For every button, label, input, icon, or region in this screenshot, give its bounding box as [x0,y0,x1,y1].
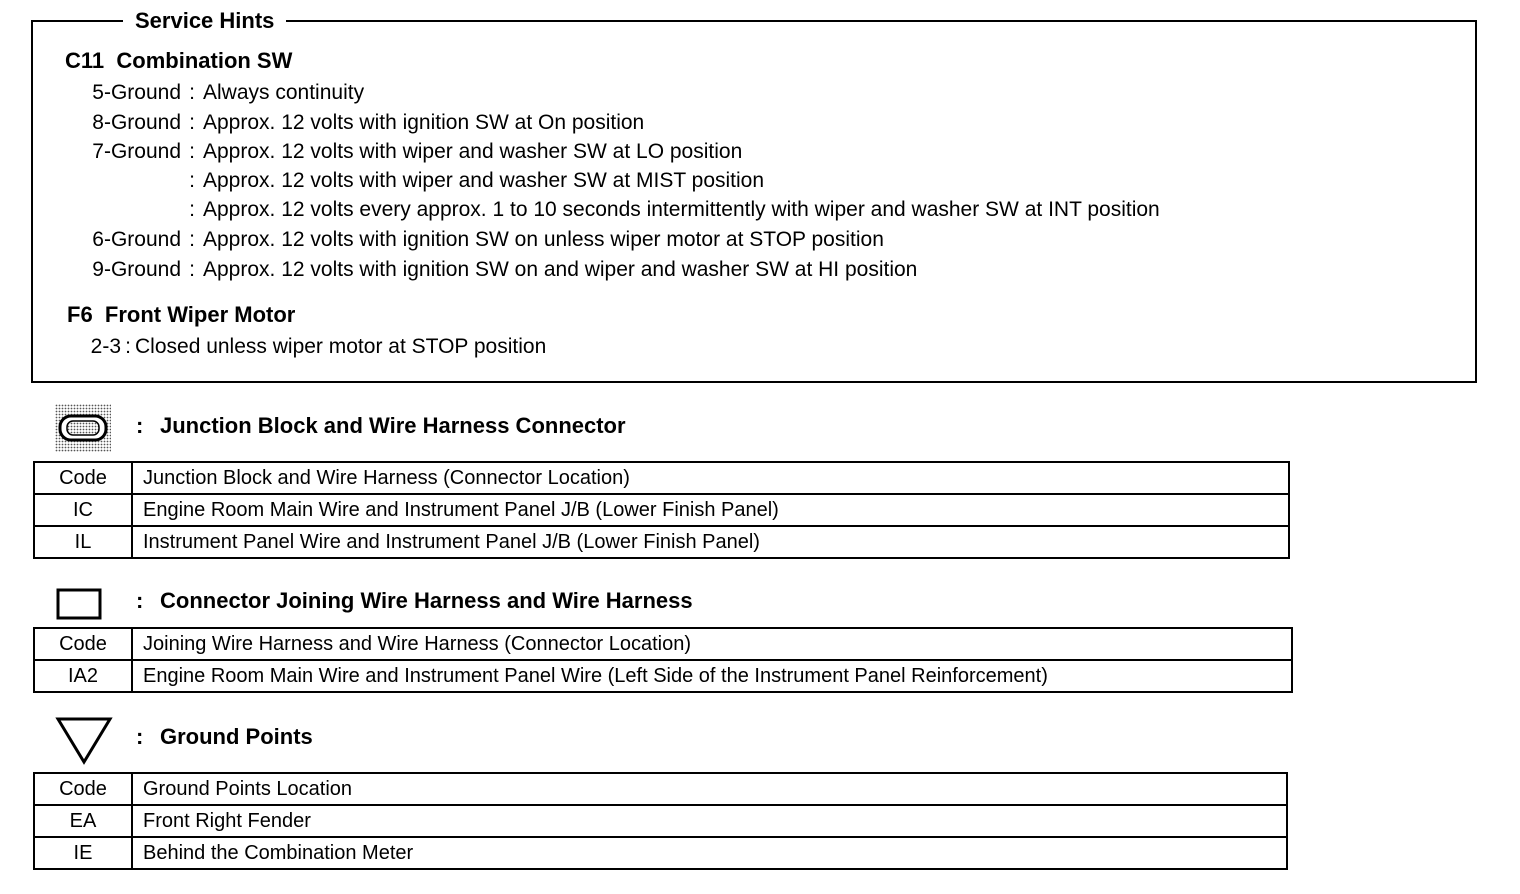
table-cell: Code [34,628,132,660]
component-code: F6 [67,302,93,327]
connector-joining-table [33,627,1293,693]
table-row [34,526,1289,558]
table-header-row [34,628,1292,660]
table-cell: IC [34,494,132,526]
table-row [34,660,1292,692]
table-row [34,494,1289,526]
ground-point-triangle-icon [55,716,113,766]
table-cell: Code [34,773,132,805]
component-name: Combination SW [116,48,293,73]
table-header-row [34,462,1289,494]
table-cell: Junction Block and Wire Harness (Connector Location) [132,462,1289,494]
hint-line: 7-Ground : Approx. 12 volts with wiper and washer SW at LO position [92,140,743,163]
connector-square-icon [56,588,102,620]
table-cell: IL [34,526,132,558]
table-cell: IE [34,837,132,869]
table-header-row [34,773,1287,805]
table-cell: Engine Room Main Wire and Instrument Panel Wire (Left Side of the Instrument Panel Reinforcement) [132,660,1292,692]
service-hints-box [31,8,1477,383]
hint-line: 5-Ground : Always continuity [92,81,365,104]
table-cell: Ground Points Location [132,773,1287,805]
hint-line: : Approx. 12 volts with wiper and washer SW at MIST position [189,169,765,192]
table-cell: Engine Room Main Wire and Instrument Panel J/B (Lower Finish Panel) [132,494,1289,526]
component-name: Front Wiper Motor [104,302,296,327]
section-title-ground-points: : Ground Points [136,724,313,749]
junction-block-connector-icon [55,404,111,452]
component-title-c11 [65,48,292,74]
hint-line: 2-3 : Closed unless wiper motor at STOP position [90,335,547,358]
table-cell: IA2 [34,660,132,692]
hint-line: 9-Ground : Approx. 12 volts with ignition SW on and wiper and washer SW at HI position [92,258,918,281]
table-row [34,837,1287,869]
service-hints-title: Service Hints [123,8,286,34]
table-cell: Joining Wire Harness and Wire Harness (Connector Location) [132,628,1292,660]
table-row [34,805,1287,837]
component-title-f6 [67,302,295,328]
hint-line: 6-Ground : Approx. 12 volts with ignition SW on unless wiper motor at STOP position [92,228,884,251]
ground-points-table [33,772,1288,870]
junction-block-table [33,461,1290,559]
table-cell: Behind the Combination Meter [132,837,1287,869]
hint-line: : Approx. 12 volts every approx. 1 to 10 seconds intermittently with wiper and washer SW at INT position [189,198,1160,221]
table-cell: Front Right Fender [132,805,1287,837]
table-cell: Code [34,462,132,494]
table-cell: EA [34,805,132,837]
section-title-junction-block: : Junction Block and Wire Harness Connector [136,413,626,438]
section-title-connector-joining: : Connector Joining Wire Harness and Wire Harness [136,588,693,613]
table-cell: Instrument Panel Wire and Instrument Panel J/B (Lower Finish Panel) [132,526,1289,558]
hint-line: 8-Ground : Approx. 12 volts with ignition SW at On position [92,111,645,134]
component-code: C11 [65,48,105,73]
